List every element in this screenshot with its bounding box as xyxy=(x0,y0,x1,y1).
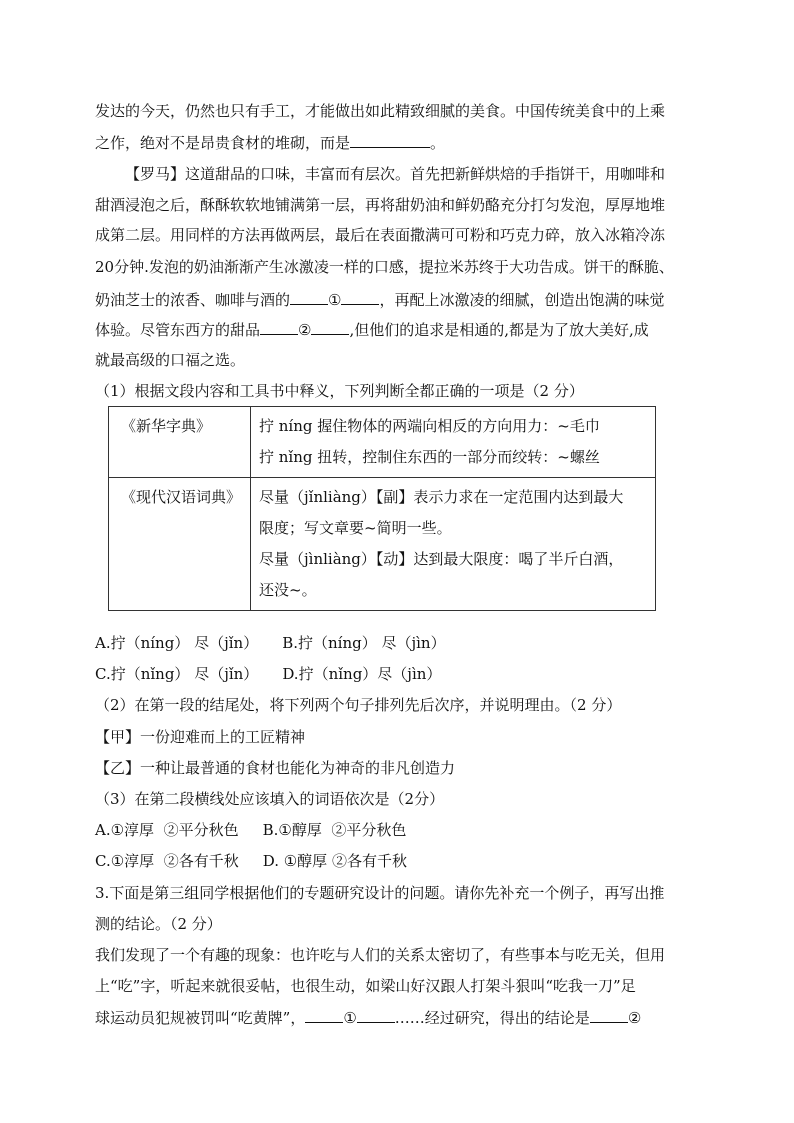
question-stem: （2）在第一段的结尾处，将下列两个句子排列先后次序，并说明理由。（2 分） xyxy=(95,696,622,714)
option-row xyxy=(95,663,441,685)
option-c[interactable]: C.①淳厚 ②各有千秋 xyxy=(95,852,239,870)
option-b[interactable]: B.拧（níng） 尽（jìn） xyxy=(282,634,446,652)
answer-blank-2[interactable]: ② xyxy=(260,318,349,341)
option-d[interactable]: D.拧（nǐng）尽（jìn） xyxy=(282,665,442,683)
question-text: 球运动员犯规被罚叫“吃黄牌”， ① ……经过研究，得出的结论是 ② xyxy=(95,1006,641,1029)
passage-line: 甜酒浸泡之后，酥酥软软地铺满第一层，再将甜奶油和鲜奶酪充分打匀发泡，厚厚地堆 xyxy=(95,196,666,214)
answer-blank-2[interactable]: ② xyxy=(590,1006,641,1029)
passage-line: 奶油芝士的浓香、咖啡与酒的 ① ，再配上冰激凌的细腻，创造出饱满的味觉 xyxy=(95,288,664,311)
answer-blank-1[interactable]: ① xyxy=(305,1006,394,1029)
option-a[interactable]: A.①淳厚 ②平分秋色 xyxy=(95,821,239,839)
passage-line: 体验。尽管东西方的甜品 ② ,但他们的追求是相通的,都是为了放大美好,成 xyxy=(95,318,649,341)
question-stem: （3）在第二段横线处应该填入的词语依次是（2分） xyxy=(95,790,445,808)
passage-line: 就最高级的口福之选。 xyxy=(95,351,246,369)
answer-blank-1[interactable]: ① xyxy=(290,288,379,311)
table-row xyxy=(109,478,656,611)
option-b[interactable]: B.①醇厚 ②平分秋色 xyxy=(262,821,407,839)
question-stem: 3.下面是第三组同学根据他们的专题研究设计的问题。请你先补充一个例子，再写出推 xyxy=(95,884,665,902)
dictionary-name: 《新华字典》 xyxy=(109,407,251,478)
question-stem: （1）根据文段内容和工具书中释义，下列判断全都正确的一项是（2 分） xyxy=(95,382,584,400)
option-a[interactable]: A.拧（níng） 尽（jǐn） xyxy=(95,634,259,652)
question-text: 上“吃”字，听起来就很妥帖，也很生动，如梁山好汉跟人打架斗狠叫“吃我一刀”足 xyxy=(95,977,636,995)
option-row xyxy=(95,850,407,872)
dictionary-name: 《现代汉语词典》 xyxy=(109,478,251,611)
answer-blank[interactable] xyxy=(350,131,430,148)
passage-line: 20分钟.发泡的奶油渐渐产生冰激凌一样的口感，提拉米苏终于大功告成。饼干的酥脆、 xyxy=(95,258,674,276)
question-text: 我们发现了一个有趣的现象：也许吃与人们的关系太密切了，有些事本与吃无关，但用 xyxy=(95,946,666,964)
dictionary-definitions: 尽量（jǐnliàng）【副】表示力求在一定范围内达到最大 限度；写文章要~简明一些。 尽量（jìnliàng）【动】达到最大限度：喝了半斤白酒， 还没~。 xyxy=(251,478,656,611)
dictionary-definitions: 拧 níng 握住物体的两端向相反的方向用力：~毛巾 拧 nǐng 扭转，控制住东西的一部分而绞转：~螺丝 xyxy=(251,407,656,478)
question-stem: 测的结论。（2 分） xyxy=(95,915,222,933)
passage-line: 成第二层。用同样的方法再做两层，最后在表面撒满可可粉和巧克力碎，放入冰箱冷冻 xyxy=(95,226,666,244)
sentence-jia: 【甲】一份迎难而上的工匠精神 xyxy=(95,728,306,746)
passage-line: 之作，绝对不是昂贵食材的堆砌，而是 。 xyxy=(95,131,445,154)
option-row xyxy=(95,819,406,841)
passage-line: 发达的今天，仍然也只有手工，才能做出如此精致细腻的美食。中国传统美食中的上乘 xyxy=(95,102,666,120)
sentence-yi: 【乙】一种让最普通的食材也能化为神奇的非凡创造力 xyxy=(95,759,456,777)
dictionary-table xyxy=(108,406,656,611)
table-row xyxy=(109,407,656,478)
option-row xyxy=(95,632,446,654)
option-d[interactable]: D. ①醇厚 ②各有千秋 xyxy=(262,852,407,870)
option-c[interactable]: C.拧（nǐng） 尽（jǐn） xyxy=(95,665,259,683)
passage-line: 【罗马】这道甜品的口味，丰富而有层次。首先把新鲜烘焙的手指饼干，用咖啡和 xyxy=(125,165,666,183)
